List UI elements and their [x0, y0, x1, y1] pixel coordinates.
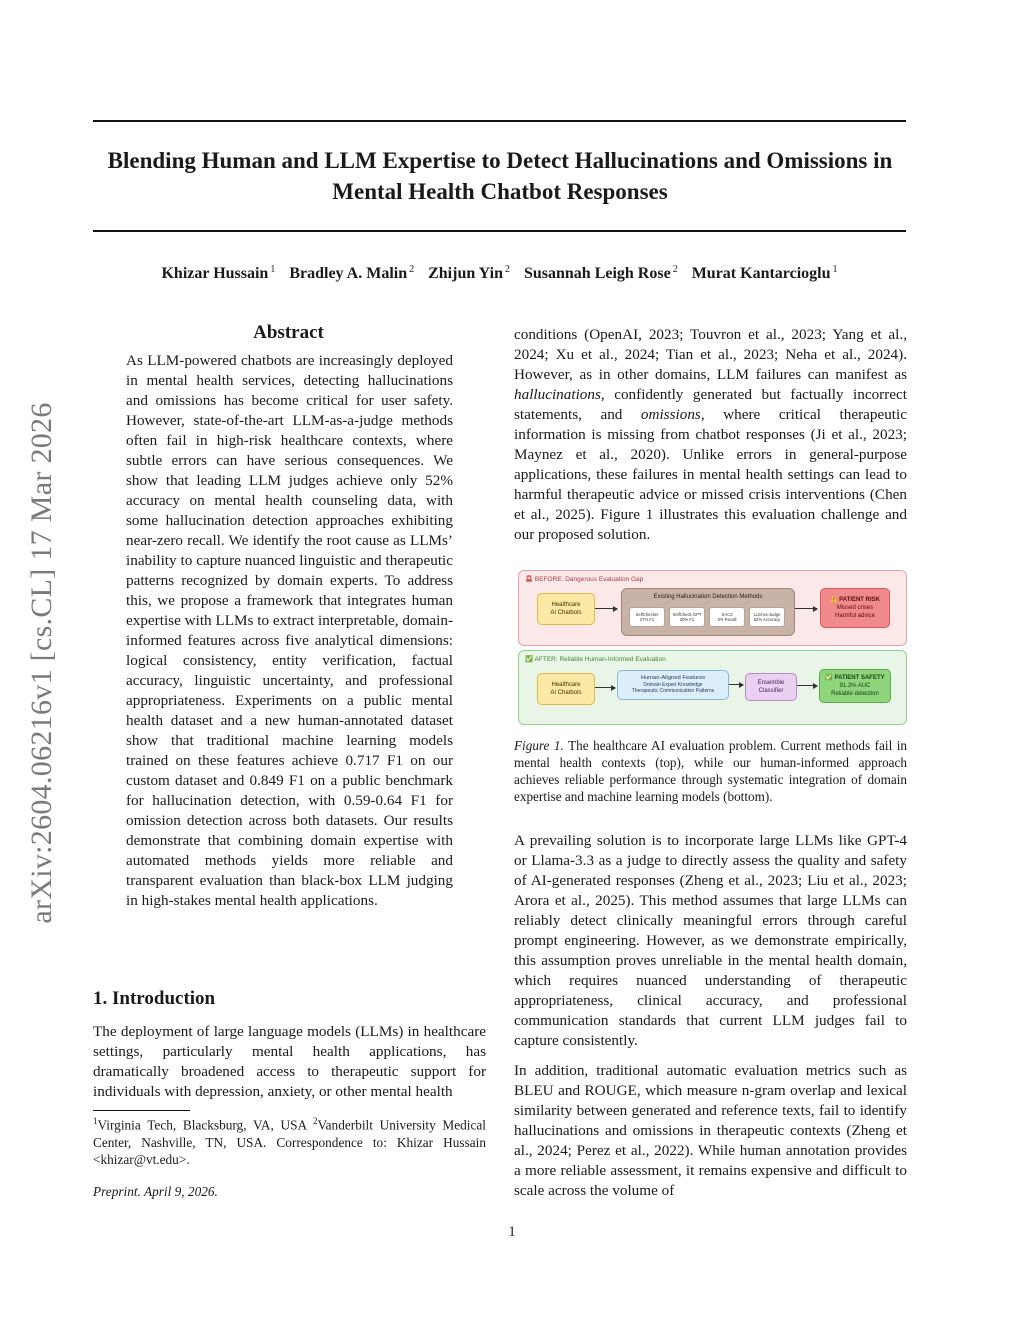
caption-text: The healthcare AI evaluation problem. Current methods fail in mental health contexts (top), while our human-informed approach achieves reliable performance through systematic integration of domain expertise and machine learning models (bottom). — [514, 738, 907, 804]
arxiv-stamp: arXiv:2604.06216v1 [cs.CL] 17 Mar 2026 — [25, 402, 58, 924]
author-affiliation: 1 — [832, 264, 838, 275]
author — [692, 265, 838, 282]
footnote-mark: 2 — [313, 1116, 318, 1126]
author-name: Susannah Leigh Rose — [523, 265, 671, 283]
author — [161, 265, 275, 282]
footnote-affiliation: Vanderbilt University Medical Center, Nashville, TN, USA. Correspondence to: Khizar Hussain <khizar@vt.edu>. — [93, 1117, 486, 1168]
body-paragraph: In addition, traditional automatic evaluation metrics such as BLEU and ROUGE, which measure n-gram overlap and lexical similarity between generated and reference texts, fail to identify hallucinations and omissions in therapeutic contexts (Zheng et al., 2024; Perez et al., 2022). While human annotation provides a more reliable assessment, it remains expensive and difficult to scale across the volume of — [514, 1062, 907, 1199]
abstract-body: As LLM-powered chatbots are increasingly deployed in mental health services, detecting hallucinations and omissions has become critical for user safety. However, state-of-the-art LLM-as-a-judge methods often fail in high-risk healthcare contexts, where subtle errors can have serious consequences. We show that leading LLM judges achieve only 52% accuracy on mental health counseling data, with some hallucination detection approaches exhibiting near-zero recall. We identify the root cause as LLMs’ inability to capture nuanced linguistic and therapeutic patterns recognized by domain experts. To address this, we propose a framework that integrates human expertise with LLMs to extract interpretable, domain-informed features across five analytical dimensions: logical consistency, entity verification, factual accuracy, linguistic uncertainty, and professional appropriateness. Experiments on a public mental health dataset and a new human-annotated dataset show that traditional machine learning models trained on these features achieve 0.717 F1 on our custom dataset and 0.849 F1 on a public benchmark for hallucination detection, with 0.59-0.64 F1 for omission detection across both datasets. Our results demonstrate that combining domain expertise with automated methods yields more reliable and transparent evaluation than black-box LLM judging in high-stakes mental health applications. — [126, 352, 453, 909]
chatbots-box: Healthcare AI Chatbots — [537, 673, 595, 705]
human-features-box: Human-Aligned Features Domain Expert Knowledge Therapeutic Communication Patterns — [617, 670, 729, 700]
caption-label: Figure 1. — [514, 738, 564, 753]
author-affiliation: 2 — [504, 264, 510, 275]
method-box: SAC3 0% Recall — [709, 607, 745, 627]
flow-arrow — [595, 608, 617, 609]
before-panel — [518, 570, 907, 646]
methods-title: Existing Hallucination Detection Methods — [653, 594, 763, 600]
method-box: SelfChecker 27% F1 — [629, 607, 665, 627]
before-panel-title: 🚨 BEFORE: Dangerous Evaluation Gap — [525, 576, 644, 583]
author-affiliation: 2 — [409, 264, 415, 275]
flow-arrow — [595, 687, 615, 688]
footnote-rule — [93, 1110, 190, 1111]
body-paragraph: conditions (OpenAI, 2023; Touvron et al., 2023; Yang et al., 2024; Xu et al., 2024; Tian et al., 2023; Neha et al., 2024). However, as in other domains, LLM failures can manifest as hallucinations, confidently generated but factually incorrect statements, and omissions, where critical therapeutic information is missing from chatbot responses (Ji et al., 2023; Maynez et al., 2020). Unlike errors in general-purpose applications, these failures in mental health settings can lead to harmful therapeutic advice or missed crisis interventions (Chen et al., 2025). Figure 1 illustrates this evaluation challenge and our proposed solution. — [514, 326, 907, 543]
chatbots-box: Healthcare AI Chatbots — [537, 593, 595, 625]
author — [428, 265, 510, 282]
footnote-mark: 1 — [93, 1116, 98, 1126]
intro-paragraph: The deployment of large language models (LLMs) in healthcare settings, particularly mental health applications, has dramatically broadened access to therapeutic support for individuals with depression, anxiety, or other mental health — [93, 1023, 486, 1100]
author-list — [93, 264, 906, 283]
author-name: Zhijun Yin — [428, 265, 503, 283]
footnote-affiliation: Virginia Tech, Blacksburg, VA, USA — [97, 1117, 314, 1133]
flow-arrow — [729, 684, 743, 685]
section-heading-introduction: 1. Introduction — [93, 988, 216, 1009]
after-panel-title: ✅ AFTER: Reliable Human-Informed Evaluation — [525, 656, 666, 663]
author-name: Bradley A. Malin — [289, 265, 408, 283]
author — [289, 265, 414, 282]
patient-risk-box: ⚠️ PATIENT RISK Missed crises Harmful advice — [820, 588, 890, 628]
flow-arrow — [795, 608, 817, 609]
author — [524, 265, 678, 282]
title-bottom-rule — [93, 230, 906, 232]
author-name: Murat Kantarcioglu — [691, 265, 831, 283]
abstract-heading: Abstract — [253, 322, 324, 343]
method-box: SelfCheck GPT 30% F1 — [669, 607, 705, 627]
flow-arrow — [797, 685, 817, 686]
author-affiliation: 2 — [672, 264, 678, 275]
safety-title: ✅ PATIENT SAFETY — [825, 675, 885, 681]
ensemble-classifier-box: Ensemble Classifier — [745, 673, 797, 701]
method-box: LLM-as-Judge 52% Accuracy — [749, 607, 785, 627]
page-number: 1 — [508, 1224, 516, 1240]
paper-title: Blending Human and LLM Expertise to Detect Hallucinations and Omissions in Mental Health Chatbot Responses — [107, 148, 893, 204]
body-paragraph: A prevailing solution is to incorporate large LLMs like GPT-4 or Llama-3.3 as a judge to directly assess the quality and safety of AI-generated responses (Zheng et al., 2023; Liu et al., 2023; Arora et al., 2025). This method assumes that large LLMs can reliably detect clinically meaningful errors through careful prompt engineering. However, as we demonstrate empirically, this assumption proves unreliable in the mental health domain, which requires nuanced understanding of therapeutic appropriateness, clinical accuracy, and professional communication standards that current LLM judges fail to capture consistently. — [514, 832, 907, 1049]
risk-title: ⚠️ PATIENT RISK — [830, 597, 880, 603]
patient-safety-box: ✅ PATIENT SAFETY 91.3% AUC Reliable detection — [819, 669, 891, 703]
figure-1 — [514, 568, 907, 728]
author-name: Khizar Hussain — [161, 265, 269, 283]
preprint-note: Preprint. April 9, 2026. — [93, 1184, 218, 1199]
footnote — [93, 1113, 486, 1169]
after-panel — [518, 650, 907, 725]
existing-methods-box — [621, 588, 795, 636]
author-affiliation: 1 — [270, 264, 276, 275]
title-top-rule — [93, 120, 906, 122]
figure-caption — [514, 737, 907, 805]
